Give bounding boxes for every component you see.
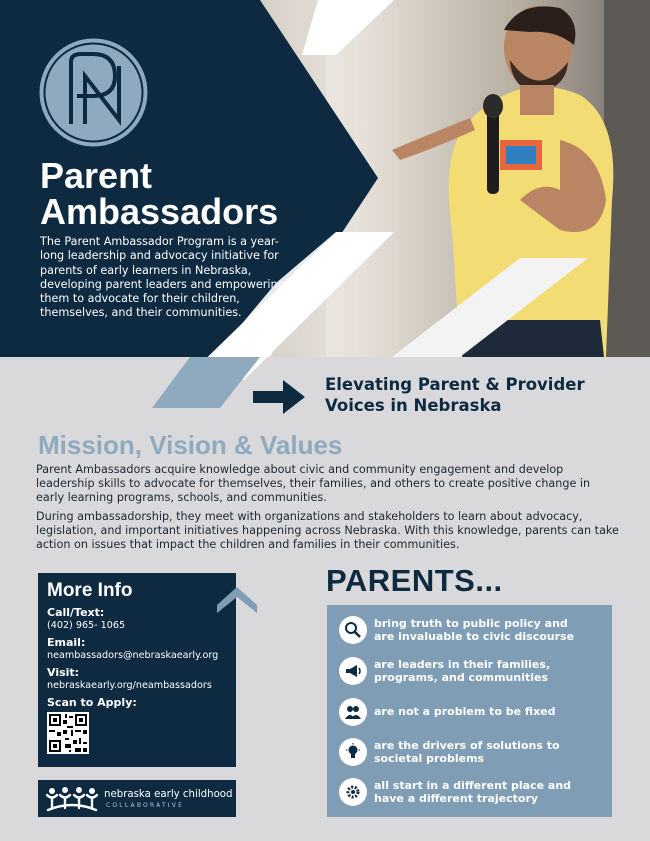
item-5-line-2: have a different trajectory xyxy=(374,792,539,805)
megaphone-icon xyxy=(339,657,367,685)
hero-description: The Parent Ambassador Program is a year-long leadership and advocacy initiative for parents of early learners in Nebraska, developing parent leaders and empowering them to advocate for their children, themselves, and their communities. xyxy=(40,235,285,320)
page-title xyxy=(40,155,340,232)
item-2-line-2: programs, and communities xyxy=(374,671,549,684)
mission-paragraph-2: During ambassadorship, they meet with organizations and stakeholders to learn about advocacy, legislation, and important initiatives happening across Nebraska. With this knowledge, parents can take action on issues that impact the children and families in their communities. xyxy=(36,510,619,552)
arrow-right-icon xyxy=(253,378,307,416)
title-line-1: Parent xyxy=(40,155,153,196)
list-item xyxy=(339,778,601,806)
organization-subtitle: COLLABORATIVE xyxy=(106,802,185,809)
qr-code-icon[interactable] xyxy=(47,712,89,754)
website-link[interactable]: nebraskaearly.org/neambassadors xyxy=(47,680,212,691)
tagline xyxy=(325,374,635,416)
item-1-line-2: are invaluable to civic discourse xyxy=(374,630,575,643)
chevron-up-icon xyxy=(217,585,257,613)
item-4-line-1: are the drivers of solutions to xyxy=(374,738,560,752)
item-1-line-1: bring truth to public policy and xyxy=(374,616,568,630)
mission-paragraph-1: Parent Ambassadors acquire knowledge about civic and community engagement and develop leadership skills to advocate for themselves, their families, and others to create positive change in early learning programs, schools, and communities. xyxy=(36,463,591,505)
phone-number[interactable]: (402) 965- 1065 xyxy=(47,620,126,631)
call-label: Call/Text: xyxy=(47,606,105,619)
parents-list xyxy=(327,605,612,817)
list-item xyxy=(339,698,601,726)
title-line-2: Ambassadors xyxy=(40,191,279,232)
item-3-text: are not a problem to be fixed xyxy=(374,705,556,719)
gears-icon xyxy=(339,778,367,806)
program-logo xyxy=(37,36,150,149)
parents-heading: PARENTS... xyxy=(326,563,503,598)
email-label: Email: xyxy=(47,636,86,649)
lightbulb-icon xyxy=(339,738,367,766)
more-info-card xyxy=(38,573,236,767)
email-link[interactable]: neambassadors@nebraskaearly.org xyxy=(47,650,219,661)
scan-label: Scan to Apply: xyxy=(47,696,137,709)
mission-heading: Mission, Vision & Values xyxy=(38,430,343,460)
tagline-line-2: Voices in Nebraska xyxy=(325,396,502,415)
people-figures-icon xyxy=(46,786,98,812)
organization-logo-bar xyxy=(38,780,236,817)
more-info-heading: More Info xyxy=(47,580,133,601)
item-2-line-1: are leaders in their families, xyxy=(374,657,551,671)
tagline-line-1: Elevating Parent & Provider xyxy=(325,375,585,394)
list-item xyxy=(339,738,601,766)
magnifier-icon xyxy=(339,616,367,644)
people-icon xyxy=(339,698,367,726)
organization-name: nebraska early childhood xyxy=(104,789,233,800)
list-item xyxy=(339,616,601,644)
item-4-line-2: societal problems xyxy=(374,752,485,765)
list-item xyxy=(339,657,601,685)
item-5-line-1: all start in a different place and xyxy=(374,778,572,792)
visit-label: Visit: xyxy=(47,666,80,679)
